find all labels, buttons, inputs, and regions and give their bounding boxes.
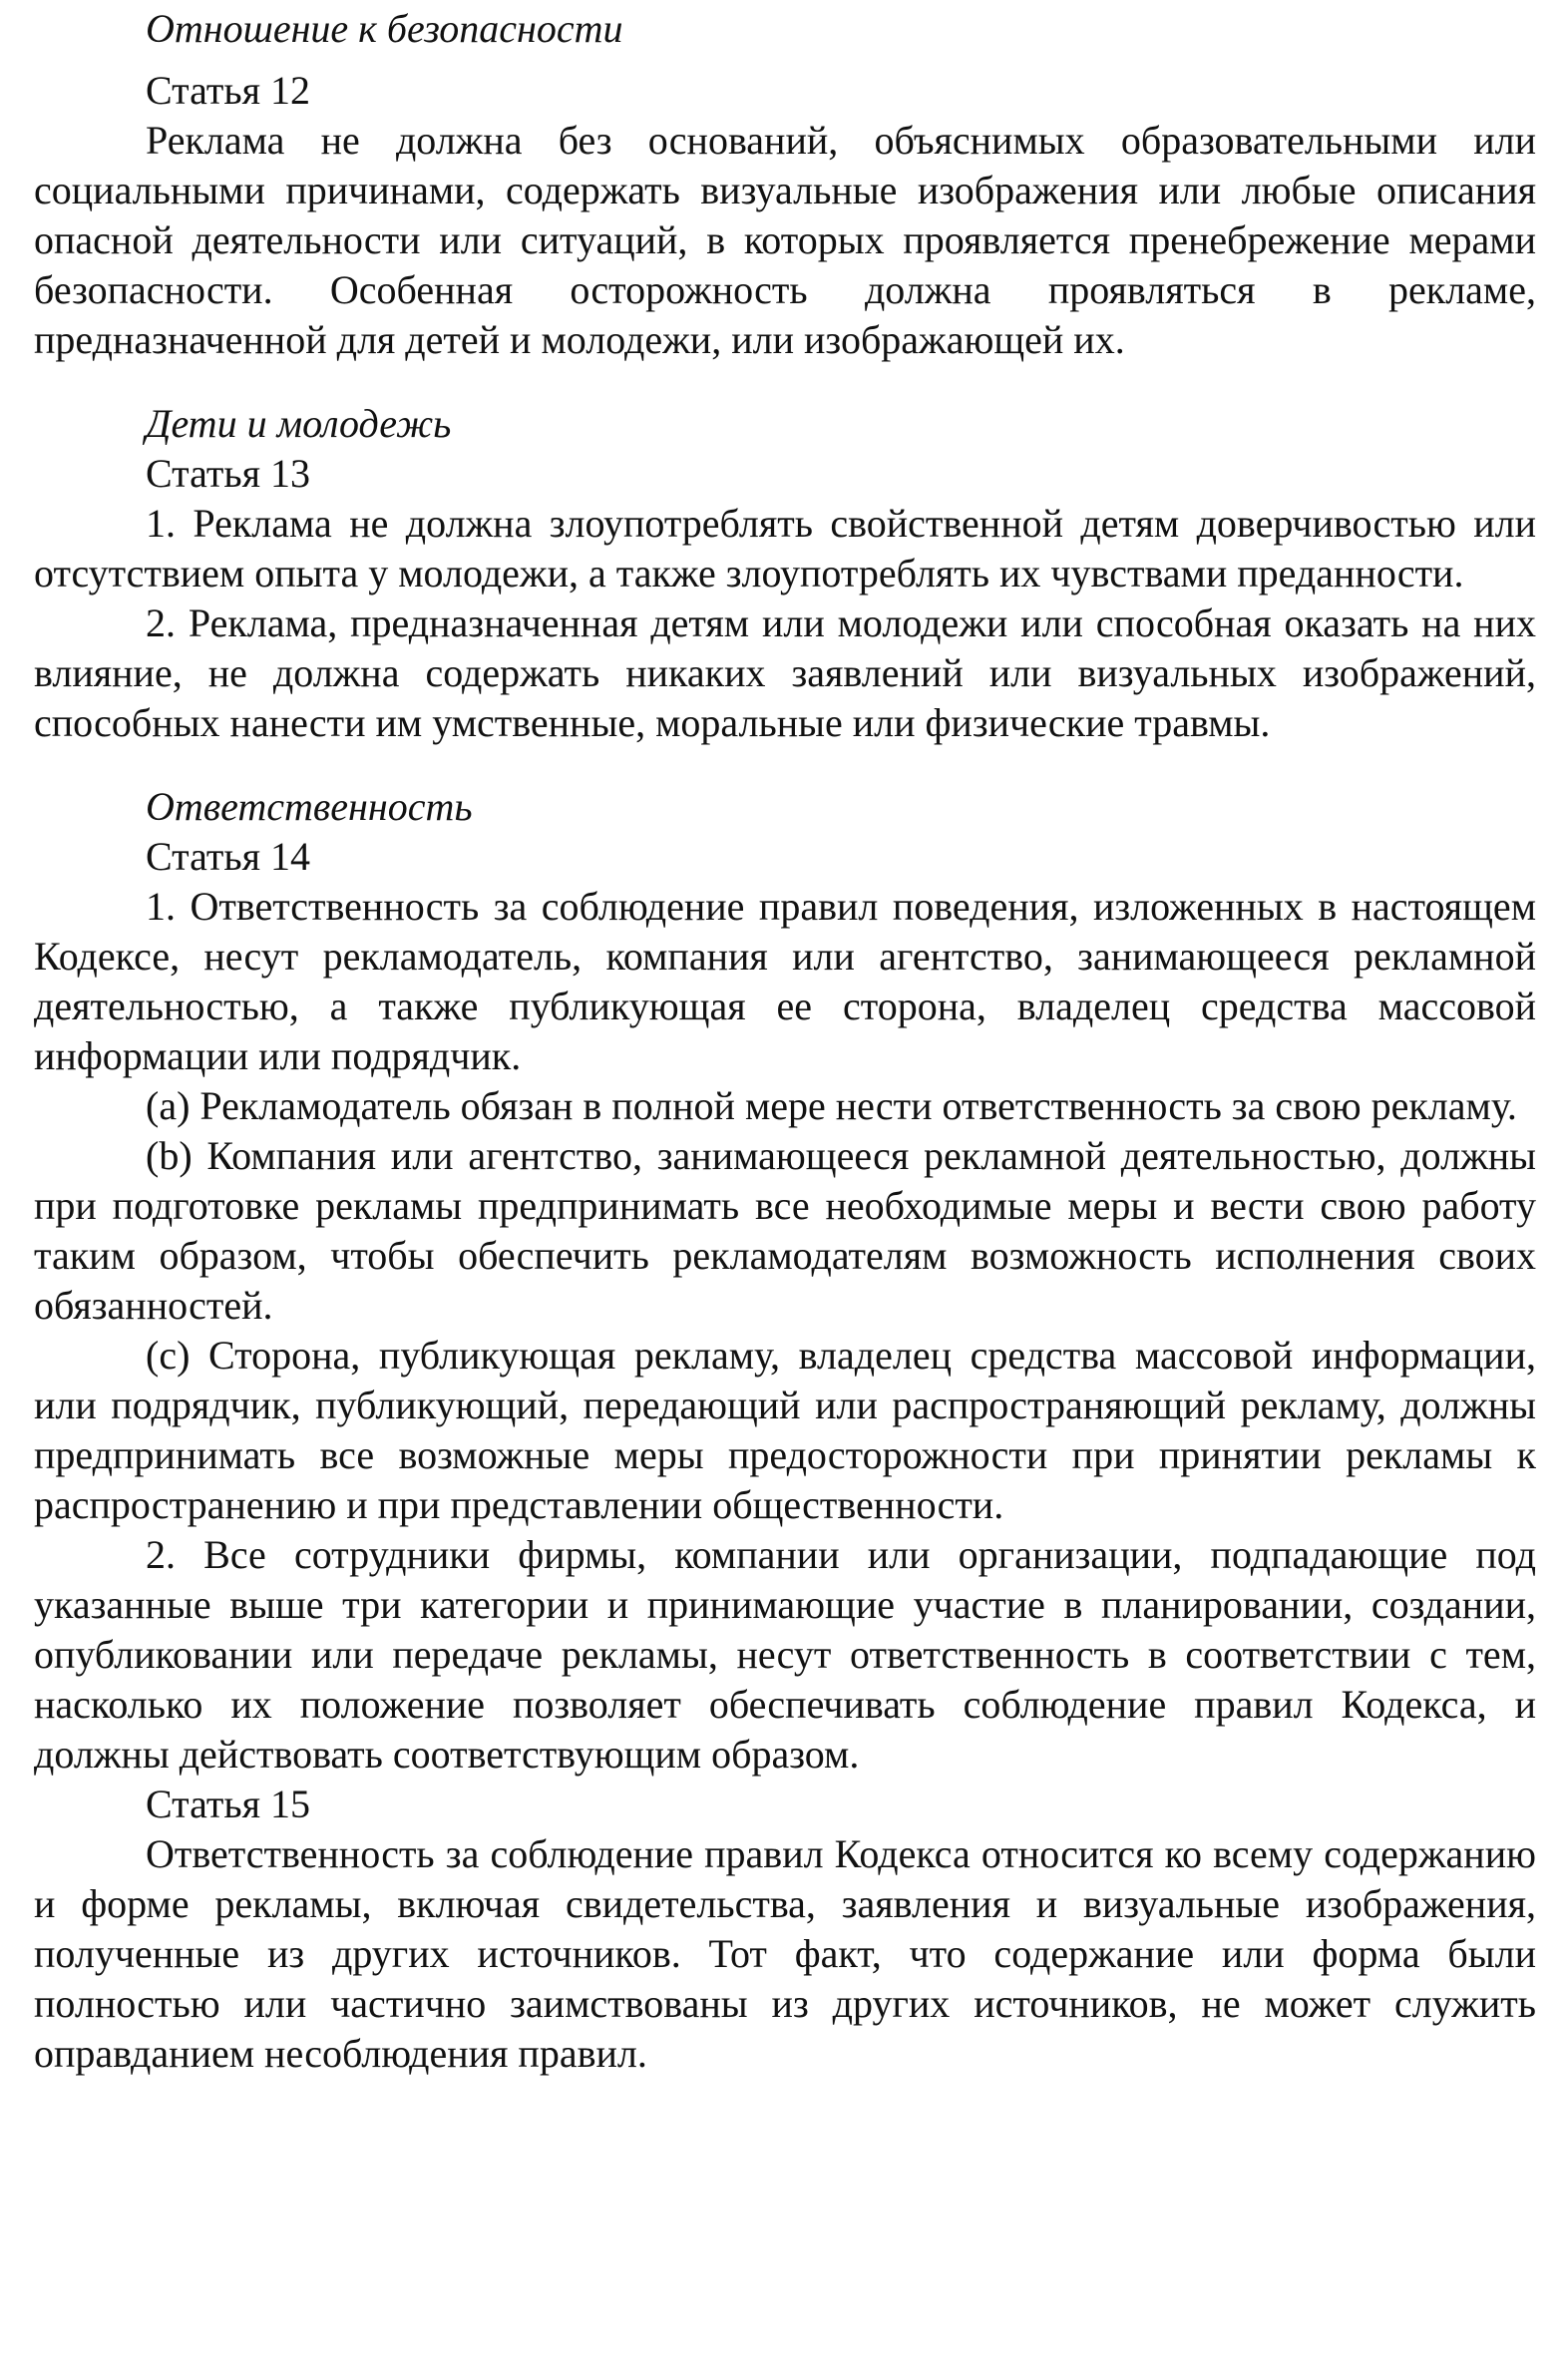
article-14-paragraph-b: (b) Компания или агентство, занимающееся рекламной деятельностью, должны при подготовке рекламы предпринимать все необходимые меры и вести свою работу таким образом, чтобы обеспечить рекламодателям возможность исполнения своих обязанностей. — [34, 1133, 1536, 1328]
article-title-14: Статья 14 — [146, 834, 310, 879]
article-title-15: Статья 15 — [146, 1782, 310, 1826]
article-title-13: Статья 13 — [146, 451, 310, 496]
article-14-paragraph-1: 1. Ответственность за соблюдение правил поведения, изложенных в настоящем Кодексе, несут рекламодатель, компания или агентство, занимающееся рекламной деятельностью, а также публикующая ее сторона, владелец средства массовой информации или подрядчик. — [34, 884, 1536, 1078]
article-15-paragraph: Ответственность за соблюдение правил Кодекса относится ко всему содержанию и форме рекламы, включая свидетельства, заявления и визуальные изображения, полученные из других источников. Тот факт, что содержание или форма были полностью или частично заимствованы из других источников, не может служить оправданием несоблюдения правил. — [34, 1831, 1536, 2076]
article-13-paragraph-2: 2. Реклама, предназначенная детям или молодежи или способная оказать на них влияние, не должна содержать никаких заявлений или визуальных изображений, способных нанести им умственные, моральные или физические травмы. — [34, 600, 1536, 745]
article-title-12: Статья 12 — [146, 68, 310, 113]
section-heading-safety: Отношение к безопасности — [146, 6, 623, 51]
section-heading-children: Дети и молодежь — [146, 401, 452, 446]
article-13-paragraph-1: 1. Реклама не должна злоупотреблять свойственной детям доверчивостью или отсутствием опыта у молодежи, а также злоупотреблять их чувствами преданности. — [34, 501, 1536, 595]
article-14-paragraph-c: (c) Сторона, публикующая рекламу, владелец средства массовой информации, или подрядчик, публикующий, передающий или распространяющий рекламу, должны предпринимать все возможные меры предосторожности при принятии рекламы к распространению и при представлении общественности. — [34, 1333, 1536, 1527]
article-14-paragraph-a: (a) Рекламодатель обязан в полной мере нести ответственность за свою рекламу. — [146, 1083, 1517, 1128]
article-14-paragraph-2: 2. Все сотрудники фирмы, компании или организации, подпадающие под указанные выше три категории и принимающие участие в планировании, создании, опубликовании или передаче рекламы, несут ответственность в соответствии с тем, насколько их положение позволяет обеспечивать соблюдение правил Кодекса, и должны действовать соответствующим образом. — [34, 1532, 1536, 1777]
article-12-paragraph: Реклама не должна без оснований, объяснимых образовательными или социальными причинами, содержать визуальные изображения или любые описания опасной деятельности или ситуаций, в которых проявляется пренебрежение мерами безопасности. Особенная осторожность должна проявляться в рекламе, предназначенной для детей и молодежи, или изображающей их. — [34, 118, 1536, 362]
section-heading-responsibility: Ответственность — [146, 784, 473, 829]
